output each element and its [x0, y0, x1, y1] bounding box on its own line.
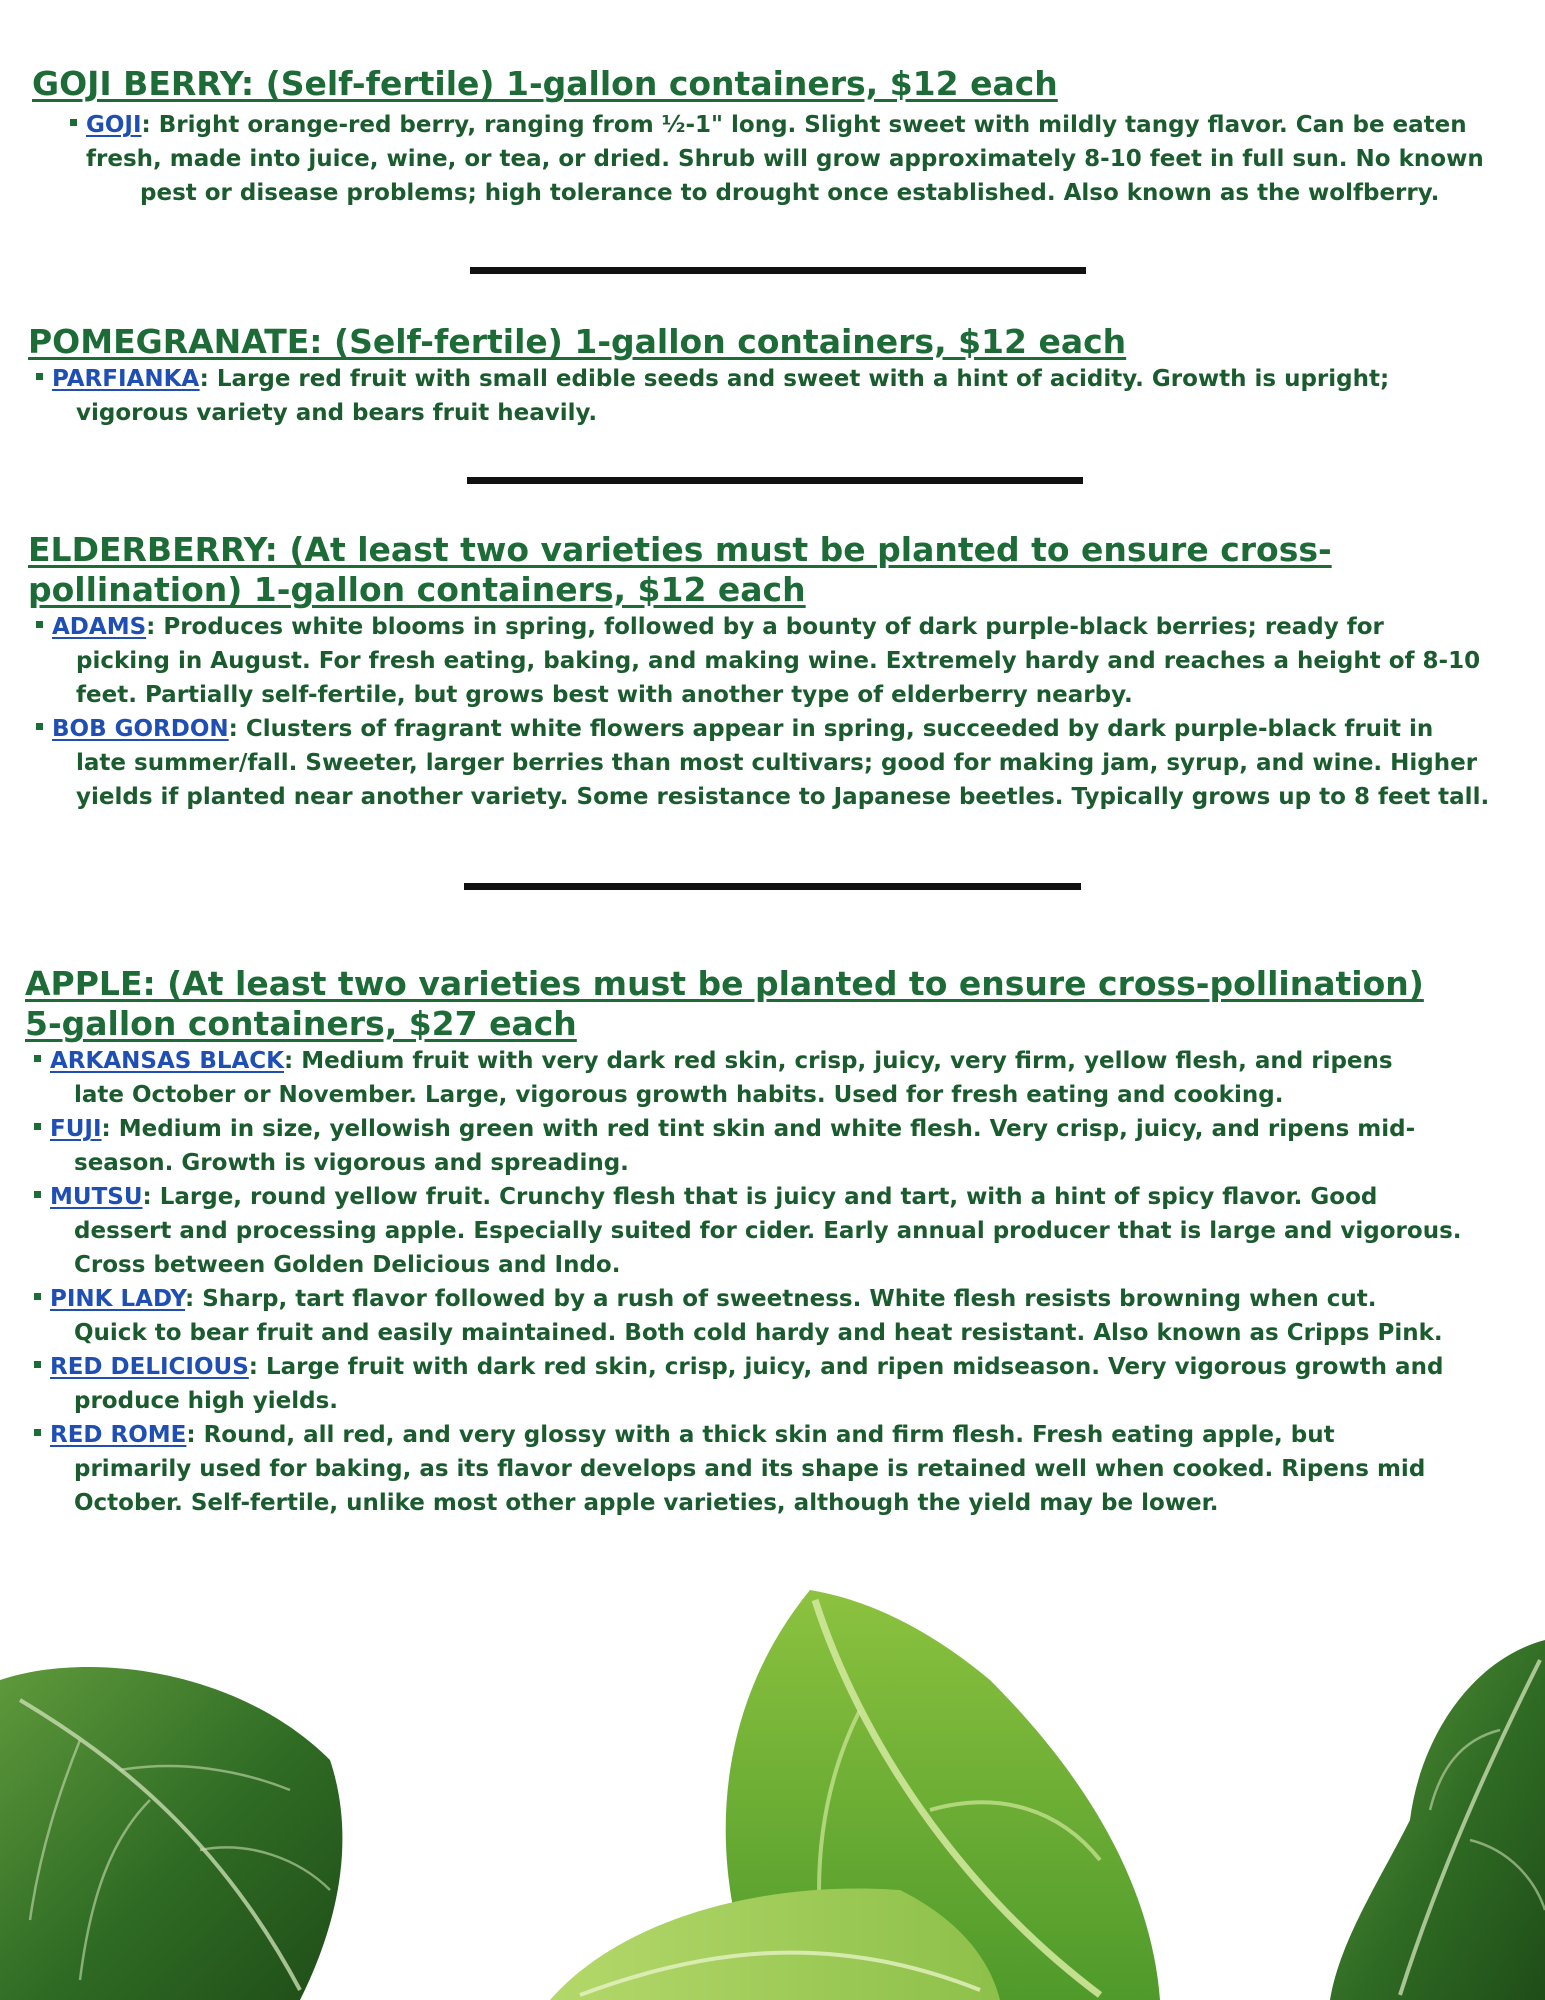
section-divider	[464, 883, 1081, 890]
list-item	[0, 1418, 1545, 1520]
list-item	[0, 1044, 1545, 1112]
item-line: dessert and processing apple. Especially suited for cider. Early annual producer that is large and vigorous.	[74, 1218, 1462, 1244]
variety-link-arkansas-black[interactable]: ARKANSAS BLACK	[50, 1048, 285, 1074]
bullet-icon	[36, 621, 43, 628]
item-line: : Large, round yellow fruit. Crunchy flesh that is juicy and tart, with a hint of spicy flavor. Good	[142, 1184, 1378, 1210]
item-line: : Sharp, tart flavor followed by a rush of sweetness. White flesh resists browning when cut.	[185, 1286, 1377, 1312]
bullet-icon	[34, 1293, 41, 1300]
apple-heading-line: 5-gallon containers, $27 each	[25, 1004, 577, 1043]
variety-link-bob-gordon[interactable]: BOB GORDON	[52, 716, 229, 742]
variety-link-red-delicious[interactable]: RED DELICIOUS	[50, 1354, 249, 1380]
item-line: produce high yields.	[74, 1388, 339, 1414]
variety-link-fuji[interactable]: FUJI	[50, 1116, 102, 1142]
leaves-illustration	[0, 1590, 1545, 2000]
item-line: pest or disease problems; high tolerance to drought once established. Also known as the wolfberry.	[140, 180, 1440, 206]
variety-link-adams[interactable]: ADAMS	[52, 614, 147, 640]
item-line: : Large red fruit with small edible seeds and sweet with a hint of acidity. Growth is upright;	[199, 366, 1390, 392]
leaf-left	[0, 1667, 342, 2000]
item-line: : Large fruit with dark red skin, crisp, juicy, and ripen midseason. Very vigorous growth and	[248, 1354, 1444, 1380]
item-line: late summer/fall. Sweeter, larger berries than most cultivars; good for making jam, syrup, and wine. Higher	[76, 750, 1478, 776]
item-line: Quick to bear fruit and easily maintained. Both cold hardy and heat resistant. Also known as Cripps Pink.	[74, 1320, 1443, 1346]
item-line: fresh, made into juice, wine, or tea, or dried. Shrub will grow approximately 8-10 feet in full sun. No known	[86, 146, 1484, 172]
variety-link-red-rome[interactable]: RED ROME	[50, 1422, 187, 1448]
bullet-icon	[34, 1055, 41, 1062]
item-line: : Round, all red, and very glossy with a thick skin and firm flesh. Fresh eating apple, but	[186, 1422, 1335, 1448]
bullet-icon	[36, 373, 43, 380]
bullet-icon	[34, 1191, 41, 1198]
variety-link-pink-lady[interactable]: PINK LADY	[50, 1286, 186, 1312]
list-item	[0, 362, 1545, 430]
elderberry-section	[0, 530, 1545, 814]
item-line: vigorous variety and bears fruit heavily.	[76, 400, 598, 426]
variety-link-parfianka[interactable]: PARFIANKA	[52, 366, 200, 392]
list-item	[0, 712, 1545, 814]
leaf-right	[1330, 1640, 1545, 2000]
pomegranate-heading: POMEGRANATE: (Self-fertile) 1-gallon containers, $12 each	[28, 322, 1127, 361]
section-divider	[467, 477, 1083, 484]
bullet-icon	[34, 1123, 41, 1130]
item-line: yields if planted near another variety. Some resistance to Japanese beetles. Typically grows up to 8 feet tall.	[76, 784, 1490, 810]
list-item	[0, 1350, 1545, 1418]
item-line: : Produces white blooms in spring, followed by a bounty of dark purple-black berries; ready for	[146, 614, 1384, 640]
list-item	[0, 1112, 1545, 1180]
apple-heading-line: APPLE: (At least two varieties must be planted to ensure cross-pollination)	[25, 964, 1424, 1003]
section-divider	[470, 267, 1086, 274]
goji-section	[0, 64, 1545, 210]
apple-heading	[25, 964, 1545, 1044]
list-item	[0, 610, 1545, 712]
elderberry-heading	[28, 530, 1545, 610]
goji-list	[0, 108, 1545, 210]
item-line: feet. Partially self-fertile, but grows best with another type of elderberry nearby.	[76, 682, 1133, 708]
apple-list	[0, 1044, 1545, 1520]
goji-heading: GOJI BERRY: (Self-fertile) 1-gallon containers, $12 each	[32, 64, 1058, 103]
variety-link-goji[interactable]: GOJI	[86, 112, 142, 138]
item-line: Cross between Golden Delicious and Indo.	[74, 1252, 621, 1278]
item-line: October. Self-fertile, unlike most other apple varieties, although the yield may be lower.	[74, 1490, 1219, 1516]
elderberry-heading-line: pollination) 1-gallon containers, $12 each	[28, 570, 806, 609]
pomegranate-section	[0, 322, 1545, 430]
bullet-icon	[70, 119, 77, 126]
variety-link-mutsu[interactable]: MUTSU	[50, 1184, 143, 1210]
item-line: : Medium in size, yellowish green with red tint skin and white flesh. Very crisp, juicy, and ripens mid-	[101, 1116, 1416, 1142]
bullet-icon	[36, 723, 43, 730]
bullet-icon	[34, 1361, 41, 1368]
pomegranate-list	[0, 362, 1545, 430]
item-line: picking in August. For fresh eating, baking, and making wine. Extremely hardy and reaches a height of 8-10	[76, 648, 1481, 674]
list-item	[0, 1180, 1545, 1282]
item-line: season. Growth is vigorous and spreading.	[74, 1150, 629, 1176]
elderberry-list	[0, 610, 1545, 814]
item-line: late October or November. Large, vigorous growth habits. Used for fresh eating and cooking.	[74, 1082, 1284, 1108]
item-line: : Medium fruit with very dark red skin, crisp, juicy, very firm, yellow flesh, and ripens	[284, 1048, 1393, 1074]
elderberry-heading-line: ELDERBERRY: (At least two varieties must be planted to ensure cross-	[28, 530, 1332, 569]
apple-section	[0, 964, 1545, 1520]
bullet-icon	[34, 1429, 41, 1436]
item-line: : Clusters of fragrant white flowers appear in spring, succeeded by dark purple-black fruit in	[228, 716, 1434, 742]
item-line: primarily used for baking, as its flavor develops and its shape is retained well when cooked. Ripens mid	[74, 1456, 1426, 1482]
item-line: : Bright orange-red berry, ranging from ½-1" long. Slight sweet with mildly tangy flavor. Can be eaten	[141, 112, 1467, 138]
list-item	[0, 108, 1545, 210]
list-item	[0, 1282, 1545, 1350]
